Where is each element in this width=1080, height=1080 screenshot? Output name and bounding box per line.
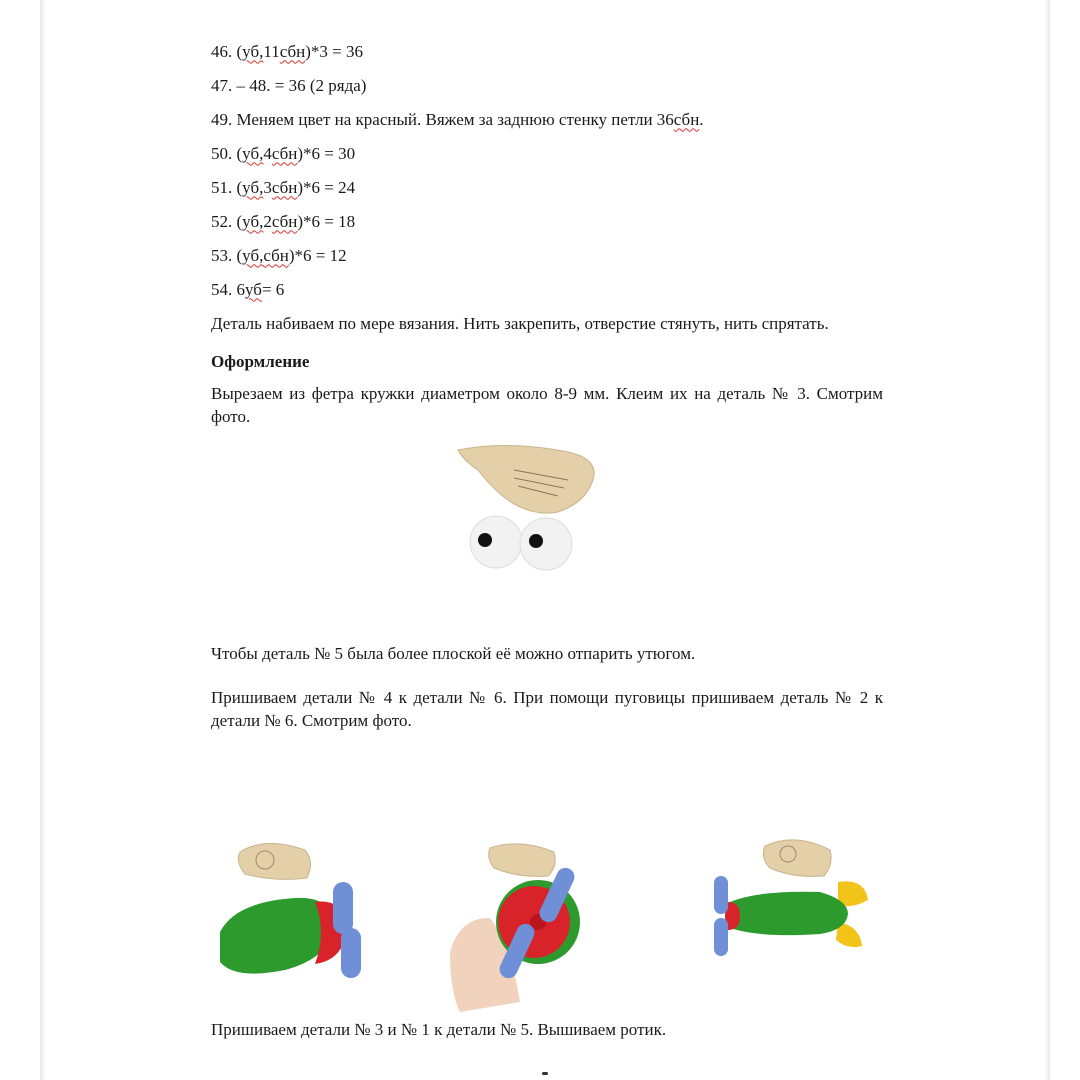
paper-tag-illustration [238,843,310,879]
paper-tag-illustration [489,844,555,877]
row-text: )*6 = 24 [297,177,356,197]
assembly-photo-2 [450,822,605,1022]
row-text: )*6 = 30 [297,143,356,163]
row-abbr: сбн [271,177,298,197]
pattern-row-53 [211,238,883,272]
row-text: 4 [263,143,272,163]
paper-tag-illustration [458,445,594,513]
row-text: 2 [263,211,272,231]
row-text: )*6 = 12 [288,245,347,265]
row-text: )*3 = 36 [305,41,363,61]
pattern-row-54 [211,272,883,306]
pattern-row-49 [211,102,883,136]
page-mark [542,1072,548,1075]
eyes-photo [418,440,618,610]
row-abbr: сбн [673,109,700,129]
right-eye-illustration [520,518,572,570]
section-heading: Оформление [211,351,310,371]
paper-tag-illustration [763,840,831,876]
pattern-row-51 [211,170,883,204]
pattern-row-47-48 [211,68,883,102]
assembly-photo-1 [215,822,405,1022]
page-edge-right [1044,0,1050,1080]
row-text: 11 [263,41,280,61]
sewing-paragraph: Пришиваем детали № 4 к детали № 6. При помощи пуговицы пришиваем деталь № 2 к детали № 6. Смотрим фото. [211,688,883,730]
pattern-row-52 [211,204,883,238]
left-eye-illustration [470,516,522,568]
row-abbr: уб [245,279,262,299]
row-abbr: сбн [271,143,298,163]
row-text: 51. ( [211,177,243,197]
green-body-illustration [220,898,347,974]
row-text: 47. – 48. = 36 (2 ряда) [211,75,367,95]
row-abbr: сбн [279,41,306,61]
pattern-row-46 [211,34,883,68]
row-text: 49. Меняем цвет на красный. Вяжем за заднюю стенку петли 36 [211,109,674,129]
document-body [211,34,883,428]
row-text: 54. 6 [211,279,245,299]
row-text: 52. ( [211,211,243,231]
final-paragraph: Пришиваем детали № 3 и № 1 к детали № 5. Вышиваем ротик. [211,1020,667,1039]
assembly-photo-3 [700,822,875,1022]
green-body-illustration [725,892,848,935]
row-text: = 6 [261,279,285,299]
propeller-illustration [333,882,361,978]
row-abbr: уб, [242,211,264,231]
row-abbr: уб, [242,143,264,163]
eyes-paragraph: Вырезаем из фетра кружки диаметром около 8-9 мм. Клеим их на деталь № 3. Смотрим фото. [211,384,883,426]
row-text: 46. ( [211,41,243,61]
row-abbr: уб, [242,245,264,265]
row-abbr: уб, [242,41,264,61]
row-text: . [699,109,704,129]
page-edge-left [40,0,46,1080]
stuffing-paragraph: Деталь набиваем по мере вязания. Нить закрепить, отверстие стянуть, нить спрятать. [211,314,829,333]
row-abbr: уб, [242,177,264,197]
ironing-paragraph: Чтобы деталь № 5 была более плоской её можно отпарить утюгом. [211,644,696,663]
row-abbr: сбн [263,245,289,265]
row-text: 3 [263,177,272,197]
row-text: )*6 = 18 [297,211,356,231]
row-text: 50. ( [211,143,243,163]
row-text: 53. ( [211,245,243,265]
pattern-row-50 [211,136,883,170]
row-abbr: сбн [271,211,298,231]
